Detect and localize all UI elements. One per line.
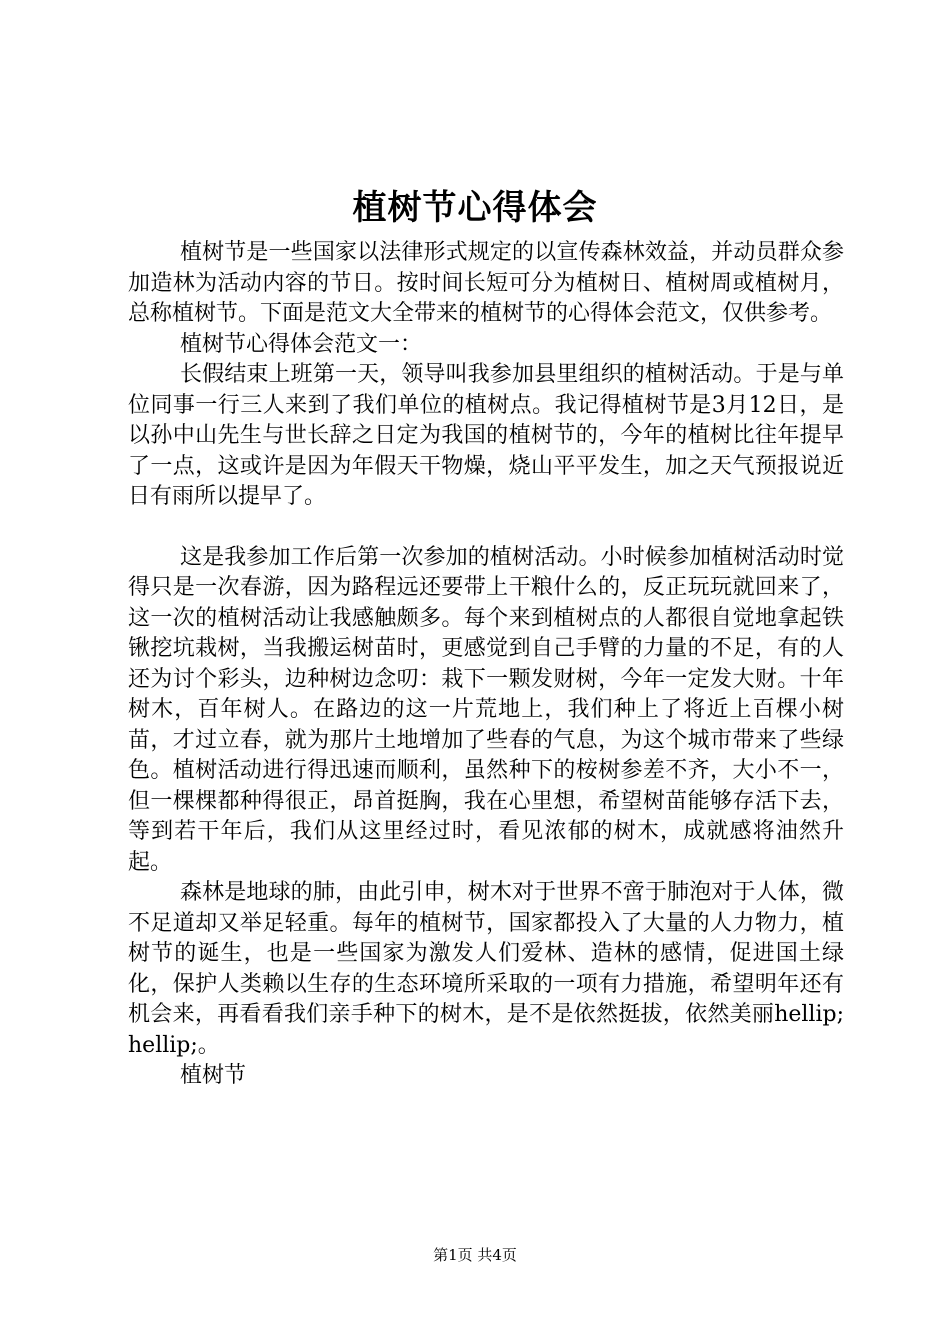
document-title: 植树节心得体会 [352,188,598,228]
body-paragraph: 长假结束上班第一天，领导叫我参加县里组织的植树活动。于是与单位同事一行三人来到了我们单位的植树点。我记得植树节是3月12日，是以孙中山先生与世长辞之日定为我国的植树节的，今年的植树比往年提早了一点，这或许是因为年假天干物燥，烧山平平发生，加之天气预报说近日有雨所以提早了。 [128,362,844,509]
body-paragraph: 这是我参加工作后第一次参加的植树活动。小时候参加植树活动时觉得只是一次春游，因为路程远还要带上干粮什么的，反正玩玩就回来了，这一次的植树活动让我感触颇多。每个来到植树点的人都很自觉地拿起铁锹挖坑栽树，当我搬运树苗时，更感觉到自己手臂的力量的不足，有的人还为讨个彩头，边种树边念叨：栽下一颗发财树，今年一定发大财。十年树木，百年树人。在路边的这一片荒地上，我们种上了将近上百棵小树苗，才过立春，就为那片土地增加了些春的气息，为这个城市带来了些绿色。植树活动进行得迅速而顺利，虽然种下的桉树参差不齐，大小不一，但一棵棵都种得很正，昂首挺胸，我在心里想，希望树苗能够存活下去，等到若干年后，我们从这里经过时，看见浓郁的树木，成就感将油然升起。 [128,544,844,875]
intro-paragraph: 植树节是一些国家以法律形式规定的以宣传森林效益，并动员群众参加造林为活动内容的节日。按时间长短可分为植树日、植树周或植树月，总称植树节。下面是范文大全带来的植树节的心得体会范文，仅供参考。 [128,240,844,326]
section-heading: 植树节心得体会范文一： [180,331,423,357]
page-number: 第1页 共4页 [433,1246,517,1264]
document-body [128,238,844,1092]
body-paragraph: 植树节 [180,1063,247,1088]
body-paragraph: 森林是地球的肺，由此引申，树木对于世界不啻于肺泡对于人体，微不足道却又举足轻重。每年的植树节，国家都投入了大量的人力物力，植树节的诞生，也是一些国家为激发人们爱林、造林的感情，促进国土绿化，保护人类赖以生存的生态环境所采取的一项有力措施，希望明年还有机会来，再看看我们亲手种下的树木，是不是依然挺拔，依然美丽hellip;hellip;。 [128,880,844,1058]
